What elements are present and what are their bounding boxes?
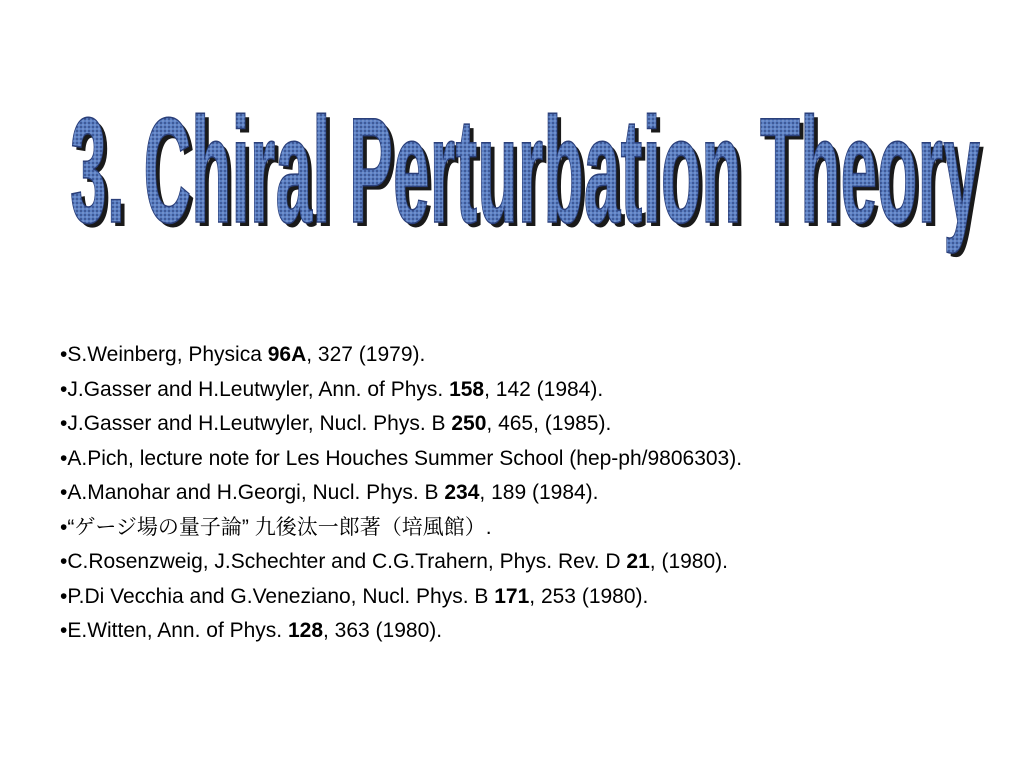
reference-item	[60, 338, 1010, 373]
reference-text-tail: , 363 (1980).	[323, 619, 443, 642]
bullet: •	[60, 377, 68, 401]
reference-item	[60, 580, 1010, 615]
reference-volume: 128	[287, 619, 324, 642]
reference-text-tail: , 327 (1979).	[306, 343, 426, 366]
title-graphic	[60, 86, 990, 270]
reference-volume: 234	[444, 481, 480, 504]
title-text: 3. Chiral Perturbation Theory	[70, 86, 980, 254]
reference-item	[60, 442, 1010, 477]
reference-item	[60, 373, 1010, 408]
reference-text: C.Rosenzweig, J.Schechter and C.G.Trahern, Phys. Rev. D	[67, 550, 627, 573]
reference-text: P.Di Vecchia and G.Veneziano, Nucl. Phys. B	[67, 584, 495, 608]
title-shadow: 3. Chiral Perturbation Theory	[74, 90, 984, 258]
reference-volume: 171	[494, 584, 530, 608]
bullet: •	[60, 343, 68, 366]
bullet: •	[60, 550, 68, 573]
bullet: •	[60, 515, 68, 539]
reference-volume: 96A	[267, 343, 307, 366]
reference-volume: 158	[449, 377, 485, 401]
reference-item	[60, 614, 1010, 649]
reference-text: A.Pich, lecture note for Les Houches Summer School (hep-ph/9806303).	[67, 446, 743, 470]
bullet: •	[60, 619, 68, 642]
bullet: •	[60, 446, 68, 470]
reference-text-tail: , 253 (1980).	[529, 584, 649, 608]
reference-item	[60, 407, 1010, 442]
reference-text: “ゲージ場の量子論” 九後汰一郎著（培風館）.	[67, 515, 492, 539]
bullet: •	[60, 584, 68, 608]
reference-text-tail: , 189 (1984).	[479, 481, 599, 504]
reference-item	[60, 511, 1010, 546]
reference-text: S.Weinberg, Physica	[67, 343, 268, 366]
slide-title	[60, 86, 990, 270]
reference-text: J.Gasser and H.Leutwyler, Ann. of Phys.	[67, 377, 450, 401]
bullet: •	[60, 481, 68, 504]
reference-text: J.Gasser and H.Leutwyler, Nucl. Phys. B	[67, 412, 452, 435]
reference-volume: 250	[451, 412, 487, 435]
bullet: •	[60, 412, 68, 435]
reference-text-tail: , 465, (1985).	[486, 412, 612, 435]
reference-volume: 21	[626, 550, 650, 573]
reference-text-tail: , (1980).	[649, 550, 728, 573]
reference-text: E.Witten, Ann. of Phys.	[67, 619, 288, 642]
reference-text: A.Manohar and H.Georgi, Nucl. Phys. B	[67, 481, 445, 504]
reference-list	[60, 338, 1010, 649]
reference-text-tail: , 142 (1984).	[484, 377, 604, 401]
reference-item	[60, 476, 1010, 511]
reference-item	[60, 545, 1010, 580]
